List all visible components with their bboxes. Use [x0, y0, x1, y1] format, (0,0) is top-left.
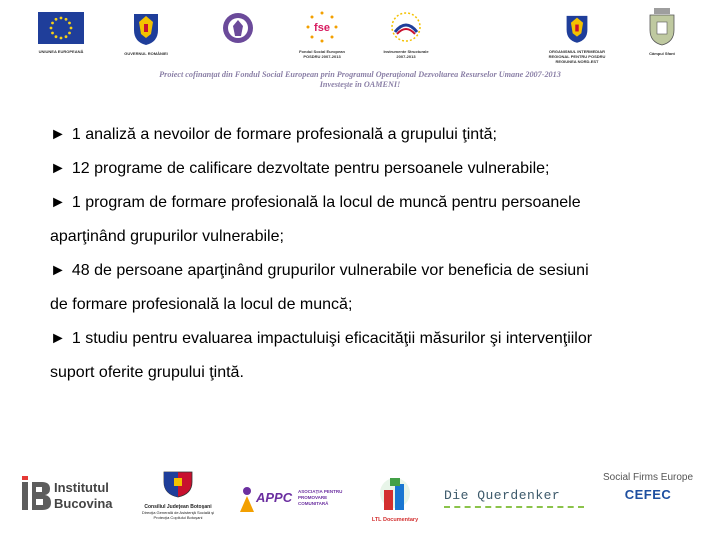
cofinancing-tagline [120, 70, 600, 90]
querdenker-text: Die Querdenker [444, 488, 561, 503]
fse-caption: Fondul Social European POSDRU 2007-2013 [299, 49, 345, 59]
social-firms-europe-logo [592, 472, 704, 512]
bullet-marker: ► [50, 262, 66, 279]
querdenker-underline [444, 506, 584, 508]
consiliu-subtitle: Direcţia Generală de Asistenţă Socială şi Protecţia Copilului Botoşani [141, 510, 215, 520]
city-caption: Câmpul Sfant [649, 51, 675, 56]
social-firms-text: Social Firms Europe [602, 472, 694, 483]
city-coat-of-arms-icon [648, 8, 676, 46]
government-logo [118, 10, 174, 56]
list-item-text: 1 analiză a nevoilor de formare profesională a grupului ţintă; [71, 126, 497, 143]
institutul-line-2: Bucovina [54, 496, 113, 511]
appc-symbol-icon [238, 486, 256, 512]
ltl-caption: LTL Documentary [371, 517, 419, 523]
ltl-documentary-logo [366, 474, 424, 524]
appc-full-name: ASOCIAŢIA PENTRU PROMOVARE COMUNITARĂ [298, 489, 343, 506]
tagline-line-2: Investeşte în OAMENI! [319, 80, 401, 89]
ministry-logo [218, 10, 258, 51]
list-item [50, 186, 700, 254]
fse-logo-icon [305, 10, 339, 44]
bullet-marker: ► [50, 160, 66, 177]
ltl-logo-icon [378, 474, 412, 512]
fse-logo [292, 10, 352, 59]
ib-monogram-icon [20, 476, 54, 514]
romania-coat-of-arms-icon [131, 10, 161, 46]
bullet-marker: ► [50, 194, 66, 211]
svg-text:fse: fse [314, 22, 330, 34]
eu-logo [30, 12, 92, 54]
ministry-emblem-icon [222, 10, 254, 46]
intermediate-body-caption: ORGANISMUL INTERMEDIAR REGIONAL PENTRU POSDRU REGIUNEA NORD-EST [548, 49, 606, 64]
list-item-text: 48 de persoane aparţinând grupurilor vulnerabile vor beneficia de sesiuni [71, 262, 589, 279]
structural-instruments-icon [387, 10, 425, 44]
structural-instruments-caption: Instrumente Structurale 2007-2013 [383, 49, 429, 59]
list-item [50, 152, 700, 186]
consiliu-title: Consiliul Judeţean Botoşani [144, 504, 212, 510]
eu-caption: UNIUNEA EUROPEANĂ [38, 49, 84, 54]
tagline-line-1: Proiect cofinanţat din Fondul Social European prin Programul Operaţional Dezvoltarea Resurselor Umane 2007-2013 [159, 70, 561, 79]
structural-instruments-logo [376, 10, 436, 59]
bullet-marker: ► [50, 126, 66, 143]
list-item [50, 322, 700, 390]
die-querdenker-logo [444, 488, 588, 508]
list-item-text: 12 programe de calificare dezvoltate pentru persoanele vulnerabile; [71, 160, 550, 177]
appc-name: APPC [256, 490, 293, 505]
institutul-bucovina-logo [20, 476, 113, 516]
county-coat-of-arms-icon [162, 470, 194, 498]
government-caption: GUVERNUL ROMÂNIEI [124, 51, 168, 56]
cefec-text: CEFEC [624, 487, 672, 502]
eu-flag-icon [38, 12, 84, 44]
list-item [50, 254, 700, 322]
appc-logo [238, 486, 348, 516]
list-item-text: 1 studiu pentru evaluarea impactuluişi eficacităţii măsurilor şi intervenţiilor [71, 330, 593, 347]
list-item-text: 1 program de formare profesională la locul de muncă pentru persoanele [71, 194, 581, 211]
list-item [50, 118, 700, 152]
city-logo [640, 8, 684, 56]
intermediate-body-logo [540, 12, 614, 64]
list-item-text-continued: suport oferite grupului ţintă. [50, 364, 244, 381]
institutul-line-1: Institutul [54, 480, 109, 495]
romania-coat-of-arms-icon [564, 12, 590, 44]
bullet-marker: ► [50, 330, 66, 347]
results-list [50, 118, 700, 390]
consiliul-judetean-logo [134, 470, 222, 536]
list-item-text-continued: de formare profesională la locul de muncă; [50, 296, 353, 313]
list-item-text-continued: aparţinând grupurilor vulnerabile; [50, 228, 284, 245]
